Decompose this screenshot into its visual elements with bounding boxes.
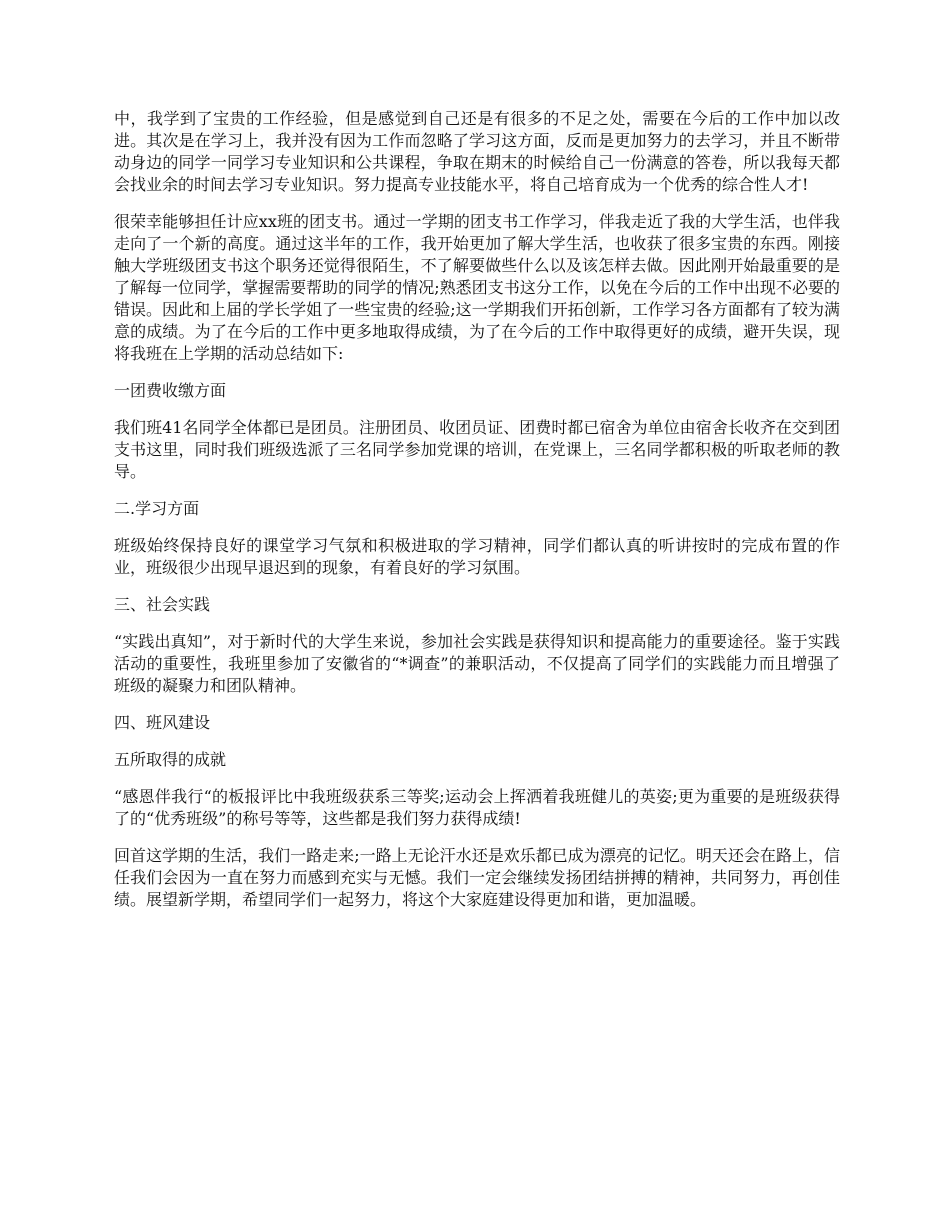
paragraph-league-secretary: 很荣幸能够担任计应xx班的团支书。通过一学期的团支书工作学习，伴我走近了我的大学生活，也伴我走向了一个新的高度。通过这半年的工作，我开始更加了解大学生活，也收获了很多宝贵的东西。刚接触大学班级团支书这个职务还觉得很陌生，不了解要做些什么以及该怎样去做。因此刚开始最重要的是了解每一位同学，掌握需要帮助的同学的情况;熟悉团支书这分工作，以免在今后的工作中出现不必要的错误。因此和上届的学长学姐了一些宝贵的经验;这一学期我们开拓创新，工作学习各方面都有了较为满意的成绩。为了在今后的工作中更多地取得成绩，为了在今后的工作中取得更好的成绩，避开失误，现将我班在上学期的活动总结如下: <box>114 212 840 363</box>
paragraph-study: 班级始终保持良好的课堂学习气氛和积极进取的学习精神，同学们都认真的听讲按时的完成布置的作业，班级很少出现早退迟到的现象，有着良好的学习氛围。 <box>114 536 840 577</box>
paragraph-social-practice: “实践出真知”，对于新时代的大学生来说，参加社会实践是获得知识和提高能力的重要途径。鉴于实践活动的重要性，我班里参加了安徽省的“*调查”的兼职活动，不仅提高了同学们的实践能力而且增强了班级的凝聚力和团队精神。 <box>114 632 840 695</box>
heading-league-fees: 一团费收缴方面 <box>114 381 227 400</box>
paragraph-conclusion: 回首这学期的生活，我们一路走来;一路上无论汗水还是欢乐都已成为漂亮的记忆。明天还会在路上，信任我们会因为一直在努力而感到充实与无憾。我们一定会继续发扬团结拼搏的精神，共同努力，再创佳绩。展望新学期，希望同学们一起努力，将这个大家庭建设得更加和谐，更加温暖。 <box>114 846 840 909</box>
document-body <box>114 108 840 926</box>
paragraph-work-experience: 中，我学到了宝贵的工作经验，但是感觉到自己还是有很多的不足之处，需要在今后的工作中加以改进。其次是在学习上，我并没有因为工作而忽略了学习这方面，反而是更加努力的去学习，并且不断带动身边的同学一同学习专业知识和公共课程，争取在期末的时候给自己一份满意的答卷，所以我每天都会找业余的时间去学习专业知识。努力提高专业技能水平，将自己培育成为一个优秀的综合性人才! <box>114 109 840 194</box>
paragraph-achievements: “感恩伴我行“的板报评比中我班级获系三等奖;运动会上挥洒着我班健儿的英姿;更为重要的是班级获得了的“优秀班级”的称号等等，这些都是我们努力获得成绩! <box>114 787 840 828</box>
heading-class-culture: 四、班风建设 <box>114 713 211 732</box>
heading-study: 二.学习方面 <box>114 499 200 518</box>
heading-social-practice: 三、社会实践 <box>114 595 211 614</box>
heading-achievements: 五所取得的成就 <box>114 750 227 769</box>
paragraph-league-fees: 我们班41名同学全体都已是团员。注册团员、收团员证、团费时都已宿舍为单位由宿舍长收齐在交到团支书这里，同时我们班级选派了三名同学参加党课的培训，在党课上，三名同学都积极的听取老师的教导。 <box>114 418 840 481</box>
